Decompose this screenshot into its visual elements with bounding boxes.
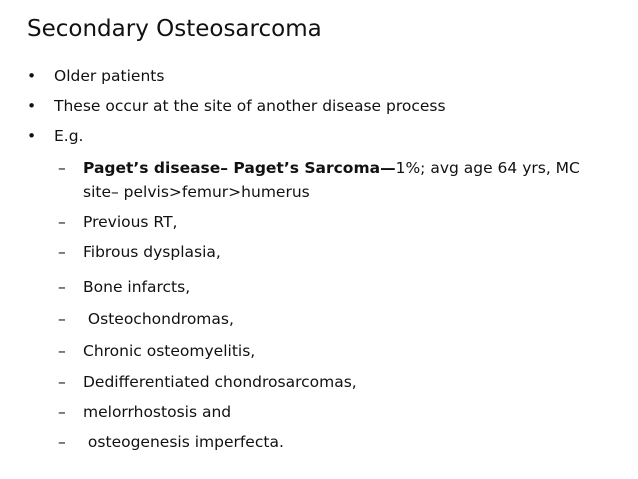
sub-bullet-text: Bone infarcts, [83,278,191,296]
sub-bullet-text: Chronic osteomyelitis, [83,342,256,360]
bullet-text: These occur at the site of another disease process [54,97,446,115]
sub-bullet-text [83,156,583,204]
slide-title: Secondary Osteosarcoma [27,16,322,42]
sub-bullet-marker: – [58,403,66,421]
sub-bullet-text: Fibrous dysplasia, [83,243,221,261]
sub-bullet-marker: – [58,243,66,261]
sub-bullet-text: osteogenesis imperfecta. [83,433,284,451]
sub-bullet-marker: – [58,310,66,328]
sub-bullet-marker: – [58,213,66,231]
bullet-marker: • [27,97,37,115]
sub-bullet-marker: – [58,433,66,451]
sub-bullet-marker: – [58,159,66,177]
sub-bullet-text: melorrhostosis and [83,403,232,421]
sub-bullet-bold-text: Paget’s disease– Paget’s Sarcoma— [83,159,396,177]
sub-bullet-marker: – [58,278,66,296]
bullet-text: E.g. [54,127,84,145]
bullet-text: Older patients [54,67,165,85]
bullet-marker: • [27,67,37,85]
sub-bullet-text: Previous RT, [83,213,178,231]
sub-bullet-marker: – [58,373,66,391]
sub-bullet-marker: – [58,342,66,360]
sub-bullet-text: Dedifferentiated chondrosarcomas, [83,373,357,391]
bullet-marker: • [27,127,37,145]
sub-bullet-plain-text: 1%; avg age 64 yrs, MC site– pelvis>femur>humerus [83,159,580,201]
sub-bullet-text: Osteochondromas, [83,310,234,328]
